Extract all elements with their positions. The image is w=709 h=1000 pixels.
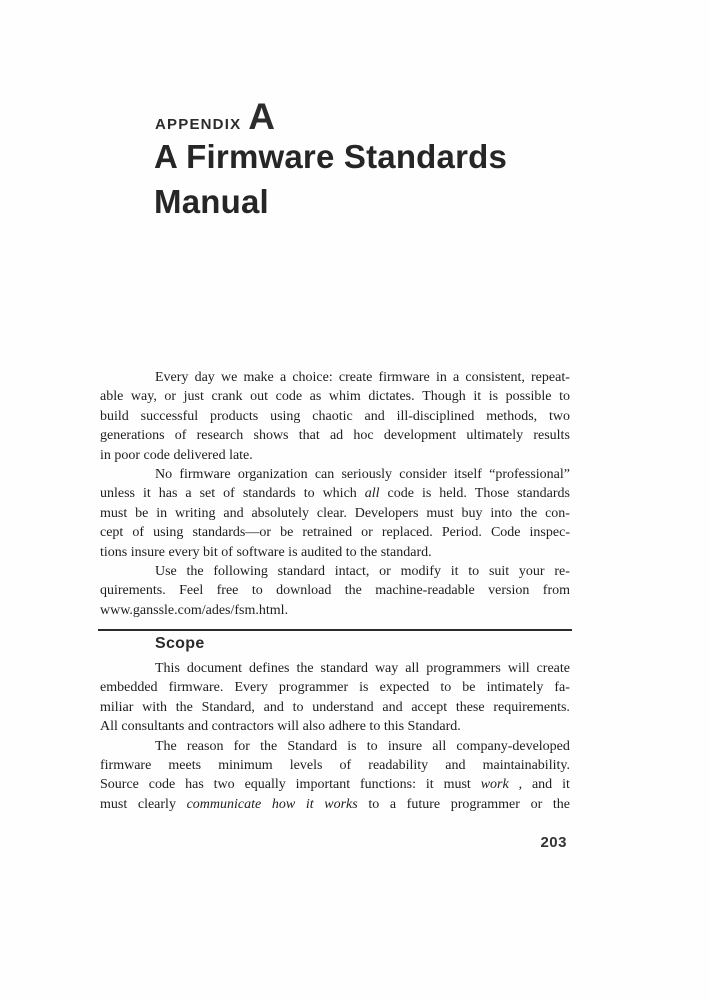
- text-line: [100, 795, 570, 814]
- text-word: a: [185, 486, 192, 502]
- text-word: The: [155, 738, 177, 754]
- text-word: communicate: [186, 796, 262, 812]
- text-word: is: [359, 680, 369, 696]
- text-word: “professional”: [489, 466, 570, 482]
- text-word: just: [183, 389, 204, 405]
- text-word: following: [213, 563, 268, 579]
- text-word: the: [344, 583, 362, 599]
- text-word: the: [520, 505, 538, 521]
- text-word: shows: [253, 428, 289, 444]
- text-word: intimately: [486, 680, 544, 696]
- text-word: crank: [211, 389, 243, 405]
- text-word: replaced.: [381, 525, 433, 541]
- text-word: ill-disciplined: [396, 408, 475, 424]
- text-word: all: [364, 486, 380, 502]
- text-word: generations: [100, 428, 165, 444]
- text-word: of: [223, 486, 235, 502]
- text-word: has: [158, 486, 178, 502]
- text-word: to: [292, 699, 304, 715]
- text-word: for: [233, 738, 250, 754]
- appendix-header: [155, 96, 275, 138]
- text-line: [100, 407, 570, 426]
- text-word: cept: [100, 525, 124, 541]
- text-word: standards: [517, 486, 570, 502]
- text-word: all: [405, 661, 420, 676]
- text-word: standards: [242, 486, 296, 502]
- text-segment: in poor code delivered late.: [100, 447, 253, 463]
- text-word: programmer: [278, 680, 349, 696]
- text-line: [100, 504, 570, 523]
- text-word: clear.: [316, 505, 347, 521]
- text-line: [100, 756, 570, 775]
- appendix-label: APPENDIX: [155, 116, 242, 133]
- text-word: unless: [100, 486, 135, 502]
- text-line: [100, 717, 570, 736]
- text-word: firmware: [378, 370, 430, 385]
- text-word: create: [536, 661, 570, 676]
- text-word: Standard,: [201, 699, 255, 715]
- text-word: work: [480, 777, 509, 793]
- text-line: [100, 387, 570, 406]
- text-word: the: [296, 661, 314, 676]
- text-word: levels: [289, 757, 323, 773]
- text-word: works: [324, 796, 358, 812]
- text-word: Every: [155, 370, 189, 385]
- text-word: products: [210, 408, 259, 424]
- text-word: functions:: [360, 777, 416, 793]
- text-word: reason: [186, 738, 224, 754]
- text-word: code: [387, 486, 414, 502]
- text-word: build: [100, 408, 129, 424]
- text-word: whim: [328, 389, 361, 405]
- text-word: as: [309, 389, 322, 405]
- text-word: Every: [234, 680, 268, 696]
- text-word: way: [374, 661, 399, 676]
- text-word: organization: [237, 466, 308, 482]
- text-word: development: [383, 428, 457, 444]
- text-word: readability: [368, 757, 429, 773]
- text-word: download: [276, 583, 332, 599]
- text-word: version: [488, 583, 530, 599]
- text-word: embedded: [100, 680, 158, 696]
- text-word: be: [462, 680, 476, 696]
- text-line: [100, 426, 570, 445]
- text-word: day: [194, 370, 215, 385]
- text-word: research: [196, 428, 244, 444]
- text-word: programmer: [450, 796, 520, 812]
- text-word: how: [271, 796, 296, 812]
- text-word: standard: [320, 661, 368, 676]
- text-word: has: [185, 777, 204, 793]
- text-word: and: [263, 699, 284, 715]
- text-line: [100, 465, 570, 484]
- text-word: and: [445, 757, 466, 773]
- appendix-letter: A: [248, 96, 276, 137]
- chapter-title-line-2: Manual: [154, 183, 269, 220]
- text-word: of: [174, 428, 187, 444]
- text-line: [100, 775, 570, 794]
- text-word: set: [199, 486, 216, 502]
- text-word: firmware.: [168, 680, 224, 696]
- text-word: or: [379, 563, 391, 579]
- text-word: it: [473, 389, 482, 405]
- text-word: using: [270, 408, 301, 424]
- chapter-title-line-1: A Firmware Standards: [154, 138, 508, 175]
- text-word: to: [303, 486, 315, 502]
- text-word: fa-: [554, 680, 570, 696]
- text-word: or: [164, 389, 177, 405]
- text-word: No: [155, 466, 173, 482]
- text-word: which: [322, 486, 357, 502]
- text-word: from: [542, 583, 570, 599]
- text-word: using: [153, 525, 184, 541]
- text-word: firmware: [179, 466, 231, 482]
- text-word: all: [432, 738, 447, 754]
- text-word: equally: [244, 777, 286, 793]
- text-word: must: [426, 505, 454, 521]
- text-word: or: [361, 525, 373, 541]
- text-word: in: [156, 505, 168, 521]
- text-word: writing: [175, 505, 216, 521]
- text-word: the: [175, 699, 193, 715]
- scope-paragraphs: [100, 659, 570, 814]
- text-line: [100, 523, 570, 542]
- text-line: [100, 659, 570, 678]
- text-line: [100, 601, 570, 620]
- text-word: will: [507, 661, 530, 676]
- text-word: repeat-: [531, 370, 570, 385]
- text-word: it: [562, 777, 570, 793]
- text-segment: www.ganssle.com/ades/fsm.html.: [100, 602, 289, 618]
- text-word: must: [100, 796, 128, 812]
- text-word: This: [155, 661, 180, 676]
- chapter-title: [154, 134, 507, 224]
- text-word: hoc: [353, 428, 374, 444]
- text-word: miliar: [100, 699, 134, 715]
- text-word: accept: [411, 699, 448, 715]
- text-word: future: [406, 796, 441, 812]
- text-word: retrained: [302, 525, 353, 541]
- text-word: and: [382, 699, 403, 715]
- intro-paragraphs: [100, 368, 570, 620]
- text-word: the: [186, 563, 204, 579]
- text-word: the: [260, 738, 278, 754]
- text-word: be: [280, 525, 294, 541]
- text-word: to: [368, 796, 380, 812]
- text-word: machine-readable: [375, 583, 475, 599]
- text-word: Feel: [179, 583, 204, 599]
- text-word: your: [518, 563, 545, 579]
- text-word: clearly: [137, 796, 176, 812]
- text-word: standards—or: [192, 525, 272, 541]
- text-word: document: [186, 661, 243, 676]
- text-word: and: [223, 505, 244, 521]
- text-line: [100, 484, 570, 503]
- text-word: absolutely: [251, 505, 310, 521]
- text-word: or: [530, 796, 543, 812]
- text-word: ultimately: [466, 428, 524, 444]
- text-word: is: [421, 486, 432, 502]
- text-word: able: [100, 389, 124, 405]
- text-word: important: [295, 777, 351, 793]
- text-word: must: [443, 777, 471, 793]
- text-word: free: [216, 583, 239, 599]
- text-word: of: [132, 525, 145, 541]
- text-word: minimum: [218, 757, 273, 773]
- section-divider: [98, 629, 572, 631]
- text-word: methods,: [486, 408, 538, 424]
- text-word: insure: [387, 738, 423, 754]
- text-word: standard: [277, 563, 326, 579]
- text-word: to: [440, 680, 452, 696]
- text-word: and: [531, 777, 553, 793]
- text-word: make: [243, 370, 274, 385]
- page-number: 203: [540, 834, 567, 851]
- text-word: results: [533, 428, 570, 444]
- text-word: meets: [168, 757, 202, 773]
- text-word: is: [347, 738, 357, 754]
- text-word: create: [338, 370, 373, 385]
- text-word: understand: [312, 699, 374, 715]
- text-word: code: [148, 777, 176, 793]
- text-word: into: [490, 505, 513, 521]
- text-word: to: [366, 738, 378, 754]
- text-segment: tions insure every bit of software is audited to the standard.: [100, 544, 432, 560]
- text-word: in: [435, 370, 447, 385]
- text-word: consistent,: [465, 370, 525, 385]
- text-word: it: [305, 796, 314, 812]
- text-word: Period.: [441, 525, 482, 541]
- text-word: ad: [329, 428, 344, 444]
- text-word: to: [559, 389, 570, 405]
- text-word: seriously: [341, 466, 393, 482]
- text-word: Those: [474, 486, 510, 502]
- text-word: company-developed: [456, 738, 570, 754]
- text-word: of: [339, 757, 352, 773]
- text-word: held.: [439, 486, 467, 502]
- text-word: Code: [490, 525, 521, 541]
- text-word: itself: [453, 466, 482, 482]
- text-line: [100, 543, 570, 562]
- text-word: that: [298, 428, 320, 444]
- text-word: modify: [400, 563, 442, 579]
- text-word: defines: [249, 661, 290, 676]
- text-word: firmware: [100, 757, 152, 773]
- text-word: requirements.: [493, 699, 570, 715]
- text-word: it: [425, 777, 434, 793]
- text-word: quirements.: [100, 583, 166, 599]
- text-word: ,: [518, 777, 523, 793]
- text-line: [100, 581, 570, 600]
- text-word: Though: [422, 389, 466, 405]
- text-word: a: [389, 796, 397, 812]
- text-word: intact,: [334, 563, 370, 579]
- text-word: con-: [545, 505, 570, 521]
- scope-heading: Scope: [155, 635, 205, 652]
- text-word: successful: [140, 408, 199, 424]
- text-word: with: [142, 699, 168, 715]
- text-word: buy: [461, 505, 483, 521]
- text-word: Developers: [354, 505, 419, 521]
- text-word: and: [364, 408, 385, 424]
- text-line: [100, 368, 570, 387]
- text-word: consider: [399, 466, 447, 482]
- text-word: the: [552, 796, 570, 812]
- text-word: out: [250, 389, 269, 405]
- text-word: Source: [100, 777, 139, 793]
- text-line: [100, 678, 570, 697]
- text-word: Use: [155, 563, 177, 579]
- text-word: chaotic: [312, 408, 353, 424]
- text-segment: All consultants and contractors will also adhere to this Standard.: [100, 719, 461, 735]
- text-word: way,: [130, 389, 157, 405]
- text-word: a: [452, 370, 460, 385]
- text-word: two: [549, 408, 570, 424]
- text-line: [100, 446, 570, 465]
- text-word: is: [488, 389, 499, 405]
- text-word: to: [251, 583, 263, 599]
- text-word: we: [220, 370, 238, 385]
- text-word: can: [314, 466, 335, 482]
- text-word: programmers: [426, 661, 501, 676]
- text-word: suit: [488, 563, 510, 579]
- text-word: be: [135, 505, 149, 521]
- text-word: choice:: [292, 370, 333, 385]
- text-word: these: [455, 699, 485, 715]
- text-word: Standard: [287, 738, 338, 754]
- text-word: it: [450, 563, 459, 579]
- text-word: code: [275, 389, 303, 405]
- text-line: [100, 737, 570, 756]
- text-word: possible: [505, 389, 552, 405]
- text-word: a: [279, 370, 287, 385]
- text-word: inspec-: [529, 525, 570, 541]
- text-word: it: [142, 486, 151, 502]
- text-line: [100, 698, 570, 717]
- text-line: [100, 562, 570, 581]
- text-word: expected: [379, 680, 430, 696]
- text-word: dictates.: [368, 389, 415, 405]
- text-word: maintainability.: [482, 757, 570, 773]
- text-word: two: [213, 777, 235, 793]
- text-word: must: [100, 505, 128, 521]
- text-word: to: [468, 563, 480, 579]
- text-word: re-: [554, 563, 570, 579]
